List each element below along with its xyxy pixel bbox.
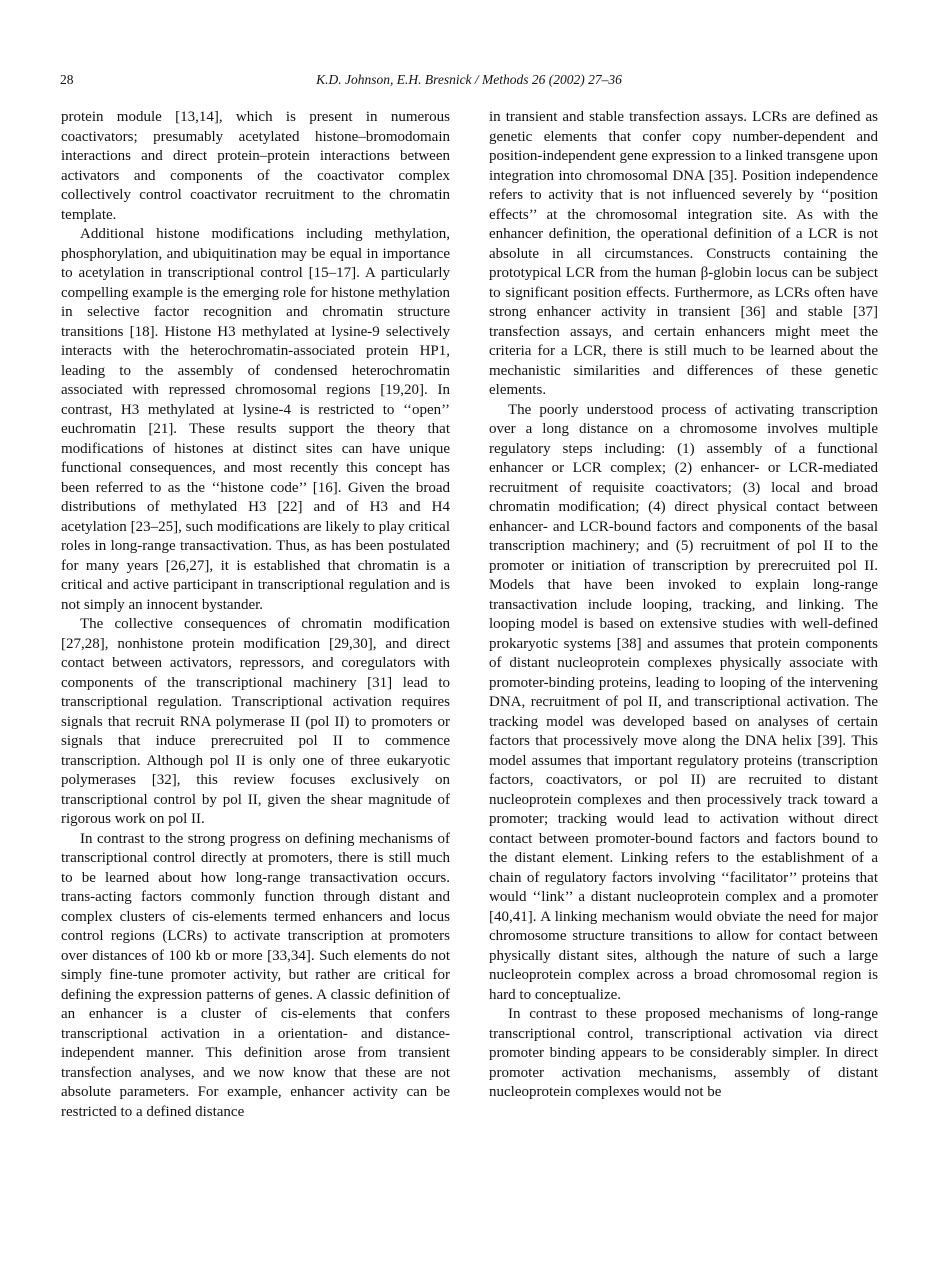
right-column [489,108,878,1218]
paragraph: In contrast to these proposed mechanisms of long-range transcriptional control, transcriptional activation via direct promoter binding appears to be considerably simpler. In direct promoter activation mechanisms, assembly of distant nucleoprotein complexes would not be [489,1006,878,1100]
paragraph: The collective consequences of chromatin modification [27,28], nonhistone protein modification [29,30], and direct contact between activators, repressors, and coregulators with components of the transcriptional machinery [31] lead to transcriptional regulation. Transcriptional activation requires signals that recruit RNA polymerase II (pol II) to promoters or signals that induce prerecruited pol II to commence transcription. Although pol II is only one of three eukaryotic polymerases [32], this review focuses exclusively on transcriptional control by pol II, given the shear magnitude of rigorous work on pol II. [61,616,450,827]
page-header [60,72,878,92]
paragraph: Additional histone modifications including methylation, phosphorylation, and ubiquitination may be equal in importance to acetylation in transcriptional control [15–17]. A particularly compelling example is the emerging role for histone methylation in selective factor recognition and chromatin structure transitions [18]. Histone H3 methylated at lysine-9 selectively interacts with the heterochromatin-associated protein HP1, leading to the assembly of condensed heterochromatin associated with repressed chromosomal regions [19,20]. In contrast, H3 methylated at lysine-4 is restricted to ‘‘open’’ euchromatin [21]. These results support the theory that modifications of histones at distinct sites can have unique functional consequences, and most recently this concept has been referred to as the ‘‘histone code’’ [16]. Given the broad distributions of methylated H3 [22] and of H3 and H4 acetylation [23–25], such modifications are likely to play critical roles in long-range transactivation. Thus, as has been postulated for many years [26,27], it is established that chromatin is a critical and active participant in transcriptional regulation and is not simply an innocent bystander. [61,226,450,613]
paragraph: In contrast to the strong progress on defining mechanisms of transcriptional control directly at promoters, there is still much to be learned about how long-range transactivation occurs. trans-acting factors commonly function through distant and complex clusters of cis-elements termed enhancers and locus control regions (LCRs) to activate transcription at promoters over distances of 100 kb or more [33,34]. Such elements do not simply fine-tune promoter activity, but rather are critical for defining the expression patterns of genes. A classic definition of an enhancer is a cluster of cis-elements that confers transcriptional activation in a orientation- and distance-independent manner. This definition arose from transient transfection analyses, and we now know that these are not absolute parameters. For example, enhancer activity can be restricted to a defined distance [61,830,450,1120]
page-number: 28 [60,72,74,87]
left-column [61,108,450,1218]
paragraph: The poorly understood process of activating transcription over a long distance on a chromosome involves multiple regulatory steps including: (1) assembly of a functional enhancer or LCR complex; (2) enhancer- or LCR-mediated recruitment of requisite coactivators; (3) local and broad chromatin modification; (4) direct physical contact between enhancer- and LCR-bound factors and components of the basal transcription machinery; and (5) recruitment of pol II to the promoter or initiation of transcription by prerecruited pol II. Models that have been invoked to explain long-range transactivation include looping, tracking, and linking. The looping model is based on extensive studies with well-defined prokaryotic systems [38] and assumes that protein components of distant nucleoprotein complexes physically associate with promoter-binding proteins, leading to looping of the intervening DNA, recruitment of pol II, and transcriptional activation. The tracking model was developed based on analyses of certain factors that processively move along the DNA helix [39]. This model assumes that important regulatory proteins (transcription factors, coactivators, or pol II) are recruited to distant nucleoprotein complexes and then processively track toward a promoter; tracking would lead to activation without direct contact between promoter-bound factors and factors bound to the distant element. Linking refers to the establishment of a chain of regulatory factors involving ‘‘facilitator’’ proteins that would ‘‘link’’ a distant nucleoprotein complex and a promoter [40,41]. A linking mechanism would obviate the need for major chromosome structure transitions to allow for contact between physically distant sites, although the nature of such a large nucleoprotein complex across a broad chromosomal region is hard to conceptualize. [489,401,878,1003]
paragraph: protein module [13,14], which is present in numerous coactivators; presumably acetylated histone–bromodomain interactions and direct protein–protein interactions between activators and components of the coactivator complex collectively control coactivator recruitment to the chromatin template. [61,109,450,223]
paragraph: in transient and stable transfection assays. LCRs are defined as genetic elements that confer copy number-dependent and position-independent gene expression to a linked transgene upon integration into chromosomal DNA [35]. Position independence refers to activity that is not influenced severely by ‘‘position effects’’ at the chromosomal integration site. As with the enhancer definition, the operational definition of a LCR is not absolute in all circumstances. Constructs containing the prototypical LCR from the human β-globin locus can be subject to significant position effects. Furthermore, as LCRs often have strong enhancer activity in transient [36] and stable [37] transfection assays, and certain enhancers might meet the criteria for a LCR, there is still much to be learned about the mechanistic similarities and differences of these genetic elements. [489,109,878,398]
running-head: K.D. Johnson, E.H. Bresnick / Methods 26 (2002) 27–36 [316,72,622,87]
